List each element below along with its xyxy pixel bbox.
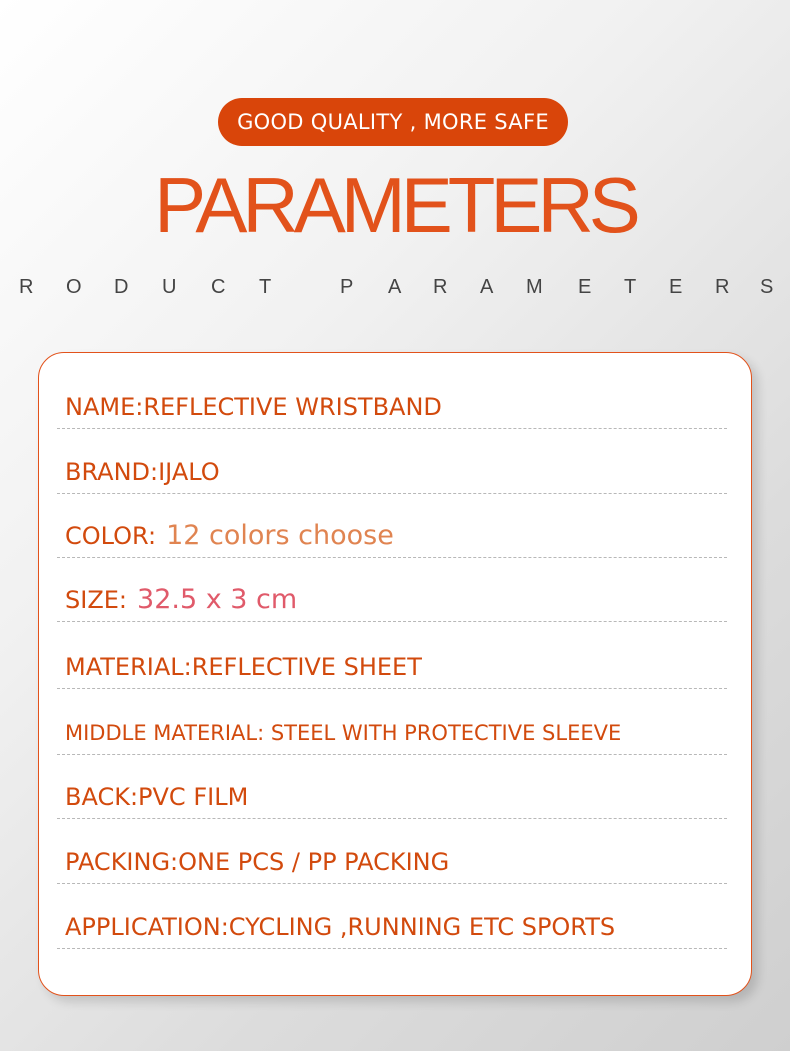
subtitle-letter: S <box>760 276 774 298</box>
param-size-label: SIZE: <box>65 586 128 614</box>
param-row-name <box>57 389 727 429</box>
param-packing: PACKING:ONE PCS / PP PACKING <box>65 848 450 876</box>
param-material: MATERIAL:REFLECTIVE SHEET <box>65 653 422 681</box>
subtitle-letter: O <box>66 276 82 298</box>
tagline-badge: GOOD QUALITY , MORE SAFE <box>218 98 568 146</box>
param-row-application <box>57 909 727 949</box>
param-row-brand <box>57 454 727 494</box>
subtitle-spaced <box>0 272 790 302</box>
subtitle-letter: R <box>19 276 34 298</box>
subtitle-letter: U <box>162 276 177 298</box>
param-color <box>65 521 394 551</box>
param-row-size <box>57 582 727 622</box>
parameters-card <box>38 352 752 996</box>
param-name: NAME:REFLECTIVE WRISTBAND <box>65 393 442 421</box>
param-size <box>65 585 297 615</box>
param-brand: BRAND:IJALO <box>65 458 220 486</box>
subtitle-letter: E <box>578 276 592 298</box>
param-color-value: 12 colors choose <box>166 520 394 551</box>
subtitle-letter: R <box>433 276 448 298</box>
subtitle-letter: T <box>259 276 272 298</box>
subtitle-letter: T <box>624 276 637 298</box>
subtitle-letter: D <box>114 276 129 298</box>
subtitle-letter: E <box>669 276 683 298</box>
param-row-material <box>57 649 727 689</box>
subtitle-letter: R <box>715 276 730 298</box>
subtitle-letter: P <box>340 276 354 298</box>
param-back: BACK:PVC FILM <box>65 783 249 811</box>
param-application: APPLICATION:CYCLING ,RUNNING ETC SPORTS <box>65 913 616 941</box>
subtitle-letter: A <box>388 276 402 298</box>
subtitle-letter: C <box>211 276 226 298</box>
page-title: PARAMETERS <box>154 161 636 249</box>
param-size-value: 32.5 x 3 cm <box>137 584 298 615</box>
param-color-label: COLOR: <box>65 522 157 550</box>
param-row-packing <box>57 844 727 884</box>
param-row-middle-material <box>57 715 727 755</box>
param-middle-material: MIDDLE MATERIAL: STEEL WITH PROTECTIVE SLEEVE <box>65 721 622 745</box>
param-row-back <box>57 779 727 819</box>
param-row-color <box>57 518 727 558</box>
subtitle-letter: A <box>480 276 494 298</box>
subtitle-letter: M <box>526 276 543 298</box>
